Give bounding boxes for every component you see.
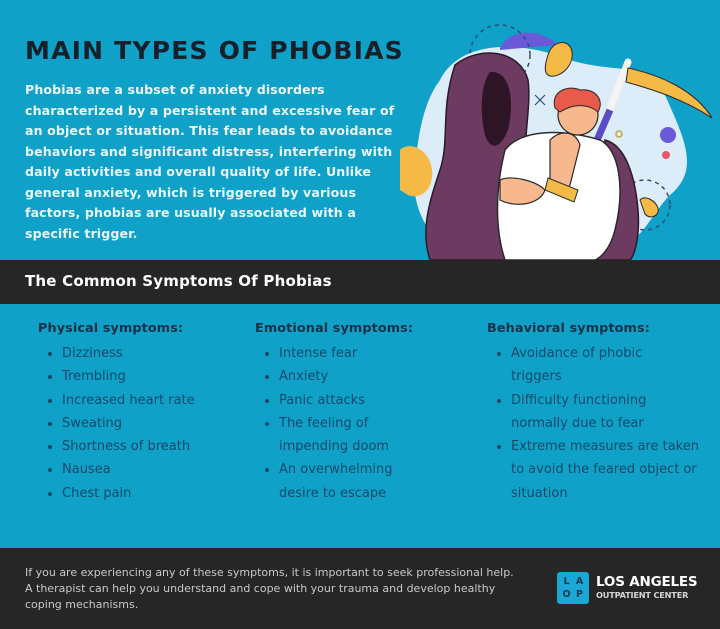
list-item: Difficulty functioning normally due to fear [487,389,696,436]
symptoms-section [0,304,720,548]
list-item: Avoidance of phobic triggers [487,342,671,389]
physical-symptoms-list [38,342,243,505]
list-item: Dizziness [38,342,243,365]
laop-logo-mark [557,572,589,604]
logo-letter: P [576,589,583,600]
reaper-illustration [400,0,720,260]
behavioral-symptoms-column [487,321,697,505]
list-item: Extreme measures are taken to avoid the feared object or situation [487,435,701,505]
hero-section [0,0,720,260]
logo-line-1: LOS ANGELES [596,574,698,590]
symptoms-heading: The Common Symptoms Of Phobias [25,272,332,290]
laop-logo [557,572,697,604]
physical-symptoms-column [38,321,243,505]
physical-symptoms-heading: Physical symptoms: [38,321,184,336]
logo-wordmark [596,575,697,601]
logo-letter: L [563,576,570,587]
list-item: Sweating [38,412,243,435]
list-item: Nausea [38,458,243,481]
list-item: Shortness of breath [38,435,243,458]
list-item: Anxiety [255,365,455,388]
list-item: Chest pain [38,482,243,505]
list-item: Intense fear [255,342,455,365]
symptoms-heading-band [0,260,720,304]
logo-letter: A [575,576,584,587]
list-item: An overwhelming desire to escape [255,458,429,505]
list-item: The feeling of impending doom [255,412,409,459]
emotional-symptoms-heading: Emotional symptoms: [255,321,414,336]
list-item: Trembling [38,365,243,388]
emotional-symptoms-list [255,342,455,505]
list-item: Panic attacks [255,389,455,412]
logo-letter: O [562,589,571,600]
footer-text: If you are experiencing any of these symptoms, it is important to seek professional help. A therapist can help you understand and cope with your trauma and develop healthy coping mechanisms. [25,566,514,611]
page-title: MAIN TYPES OF PHOBIAS [25,36,404,65]
behavioral-symptoms-list [487,342,697,505]
emotional-symptoms-column [255,321,455,505]
list-item: Increased heart rate [38,389,243,412]
behavioral-symptoms-heading: Behavioral symptoms: [487,321,650,336]
intro-paragraph: Phobias are a subset of anxiety disorders characterized by a persistent and excessive fear of an object or situation. This fear leads to avoidance behaviors and significant distress, interfering with daily activities and overall quality of life. Unlike general anxiety, which is triggered by various factors, phobias are usually associated with a specific trigger. [25,82,395,241]
logo-line-2: OUTPATIENT CENTER [596,590,689,600]
